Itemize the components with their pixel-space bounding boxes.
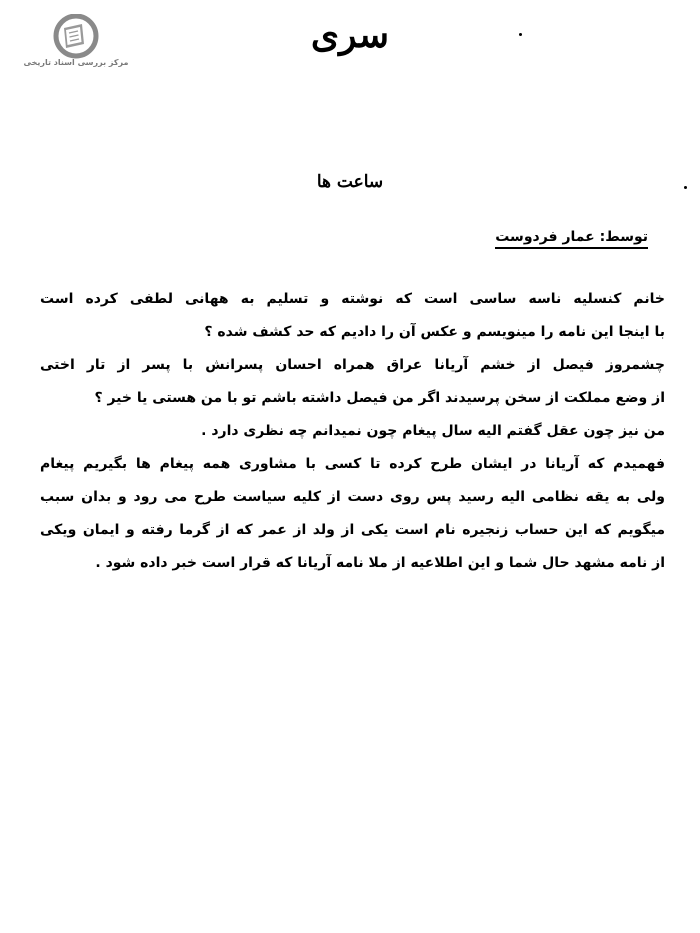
body-line: از وضع مملکت از سخن پرسیدند اگر من فیصل داشته باشم تو با من هستی یا خیر ؟ bbox=[94, 390, 665, 406]
body-line: من نیز چون عقل گفتم الیه سال پیغام چون نمیدانم چه نظری دارد . bbox=[201, 423, 665, 439]
document-title: ساعت ها bbox=[316, 172, 384, 192]
classification-heading: سری bbox=[310, 14, 390, 56]
body-line: از نامه مشهد حال شما و این اطلاعیه از ملا نامه آریانا که قرار است خبر داده شود . bbox=[95, 555, 665, 571]
scan-speck bbox=[684, 186, 687, 189]
byline-text: توسط: عمار فردوست bbox=[495, 229, 648, 249]
body-line: فهمیدم که آریانا در ایشان طرح کرده تا کسی با مشاوری همه پیغام ها بگیریم پیغام bbox=[40, 456, 665, 472]
letter-body bbox=[40, 290, 665, 587]
body-line: خانم کنسلیه ناسه ساسی است که نوشته و تسلیم به ههانی لطفی کرده است bbox=[40, 291, 665, 307]
body-line: میگویم که این حساب زنجیره نام است یکی از ولد از عمر که از گرما رفته و ایمان ویکی bbox=[40, 522, 665, 538]
watermark-text: مرکز بررسی اسناد تاریخی bbox=[23, 58, 129, 67]
byline bbox=[495, 226, 648, 249]
scan-speck bbox=[519, 33, 522, 36]
body-line: چشمروز فیصل از خشم آریانا عراق همراه احسان پسرانش با پسر از تار اختی bbox=[40, 357, 665, 373]
body-line: با اینجا این نامه را مینویسم و عکس آن را دادیم که حد کشف شده ؟ bbox=[204, 324, 665, 340]
body-line: ولی به یقه نظامی الیه رسید پس روی دست از کلیه سیاست طرح می رود و بدان سبب bbox=[40, 489, 665, 505]
